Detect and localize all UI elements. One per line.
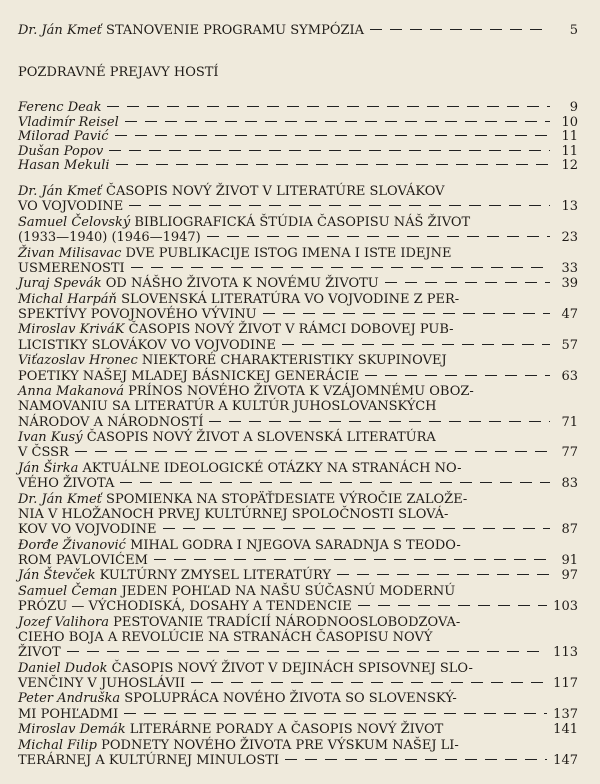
entry-author: Dr. Ján Kmeť <box>18 23 102 38</box>
leader-dashes <box>125 121 550 122</box>
entry-title: VO VOJVODINE <box>18 199 124 215</box>
leader-dashes <box>116 164 550 165</box>
entry-author: Dr. Ján Kmeť <box>18 491 102 507</box>
leader-dashes <box>465 744 550 745</box>
leader-dashes <box>451 190 550 191</box>
entry-author: Juraj Spevák <box>18 276 102 292</box>
entry-title: NÁRODOV A NÁRODNOSTÍ <box>18 414 204 430</box>
leader-dashes <box>460 328 550 329</box>
leader-dashes <box>154 559 550 560</box>
toc-entry <box>18 157 578 175</box>
entry-title: POZDRAVNÉ PREJAVY HOSTÍ <box>18 65 219 80</box>
entry-author: Ján Širka <box>18 460 79 476</box>
entry-page-number: 103 <box>553 599 578 615</box>
entry-title: KOV VO VOJVODINE <box>18 522 157 538</box>
entry-title: LITERÁRNE PORADY A ČASOPIS NOVÝ ŽIVOT <box>129 722 444 738</box>
leader-dashes <box>67 651 548 652</box>
entry-page-number: 97 <box>561 568 578 584</box>
entry-title: NAMOVANIU SA LITERATÚR A KULTÚR JUHOSLOVANSKÝCH <box>18 399 437 415</box>
leader-dashes <box>466 621 550 622</box>
leader-dashes <box>454 513 550 514</box>
entry-author: Samuel Čeman <box>18 583 118 599</box>
entry-page-number: 77 <box>561 445 578 461</box>
entry-title: (1933—1940) (1946—1947) <box>18 230 201 246</box>
leader-dashes <box>457 252 550 253</box>
entry-page-number: 9 <box>569 100 578 115</box>
entry-title: SPOMIENKA NA STOPÄŤDESIATE VÝROČIE ZALOŽE- <box>106 491 468 507</box>
entry-page-number: 33 <box>561 260 578 276</box>
entry-page-number: 10 <box>561 114 578 130</box>
leader-dashes <box>442 436 550 437</box>
entry-title: NIEKTORÉ CHARAKTERISTIKY SKUPINOVEJ <box>141 353 447 369</box>
entry-title: PRÍNOS NOVÉHO ŽIVOTA K VZÁJOMNÉMU OBOZ- <box>128 383 474 399</box>
entry-page-number: 23 <box>561 230 578 246</box>
entry-title: VENČINY V JUHOSLÁVII <box>18 676 186 692</box>
entry-page-number: 91 <box>561 553 578 569</box>
entry-author: Daniel Dudok <box>18 660 108 676</box>
entry-title: STANOVENIE PROGRAMU SYMPÓZIA <box>106 23 365 38</box>
entry-author: Michal Filip <box>18 737 97 753</box>
entry-page-number: 63 <box>561 368 578 384</box>
entry-title: SPOLUPRÁCA NOVÉHO ŽIVOTA SO SLOVENSKÝ- <box>124 691 457 707</box>
entry-author: Samuel Čelovský <box>18 214 131 230</box>
leader-dashes <box>191 682 547 683</box>
entry-author: Đorđe Živanović <box>18 537 126 553</box>
entry-title: BIBLIOGRAFICKÁ ŠTÚDIA ČASOPISU NÁŠ ŽIVOT <box>134 214 471 230</box>
leader-dashes <box>124 713 547 714</box>
entry-title: AKTUÁLNE IDEOLOGICKÉ OTÁZKY NA STRANÁCH NO- <box>82 460 462 476</box>
entry-title: KULTÚRNY ZMYSEL LITERATÚRY <box>99 568 331 584</box>
entry-title: OD NÁŠHO ŽIVOTA K NOVÉMU ŽIVOTU <box>105 276 379 292</box>
toc-entry <box>18 752 578 770</box>
entry-page-number: 57 <box>561 337 578 353</box>
entry-title: CIEHO BOJA A REVOLÚCIE NA STRANÁCH ČASOPISU NOVÝ <box>18 629 433 645</box>
leader-dashes <box>479 667 550 668</box>
leader-dashes <box>207 236 550 237</box>
entry-title: SLOVENSKÁ LITERATÚRA VO VOJVODINE Z PER- <box>121 291 460 307</box>
leader-dashes <box>107 106 550 107</box>
entry-title: LICISTIKY SLOVÁKOV VO VOJVODINE <box>18 337 277 353</box>
leader-dashes <box>370 29 550 30</box>
entry-title: ČASOPIS NOVÝ ŽIVOT A SLOVENSKÁ LITERATÚRA <box>86 430 436 446</box>
entry-author: Miroslav Demák <box>18 722 126 738</box>
entry-title: VÉHO ŽIVOTA <box>18 476 115 492</box>
leader-dashes <box>365 375 550 376</box>
entry-page-number: 87 <box>561 522 578 538</box>
entry-title: PESTOVANIE TRADÍCIÍ NÁRODNOOSLOBODZOVA- <box>113 614 461 630</box>
entry-page-number: 83 <box>561 476 578 492</box>
entry-author: Ivan Kusý <box>18 430 83 446</box>
entry-title: USMERENOSTI <box>18 260 125 276</box>
leader-dashes <box>109 150 550 151</box>
entry-title: TERÁRNEJ A KULTÚRNEJ MINULOSTI <box>18 753 280 768</box>
leader-dashes <box>358 605 547 606</box>
entry-title: POETIKY NAŠEJ MLADEJ BÁSNICKEJ GENERÁCIE <box>18 368 360 384</box>
leader-dashes <box>129 205 550 206</box>
leader-dashes <box>480 390 550 391</box>
entry-title: MIHAL GODRA I NJEGOVA SARADNJA S TEODO- <box>130 537 461 553</box>
toc-entry <box>18 64 578 82</box>
leader-dashes <box>468 467 550 468</box>
entry-title: ŽIVOT <box>18 645 61 661</box>
entry-author: Viťazoslav Hronec <box>18 353 138 369</box>
entry-page-number: 11 <box>561 129 578 144</box>
entry-title: MI POHĽADMI <box>18 706 119 722</box>
leader-dashes <box>282 344 550 345</box>
leader-dashes <box>463 697 550 698</box>
entry-page-number: 39 <box>561 276 578 292</box>
entry-page-number: 141 <box>553 722 578 738</box>
entry-page-number: 12 <box>561 158 578 173</box>
entry-author: Ferenc Deak <box>18 100 102 115</box>
entry-author: Dušan Popov <box>18 143 104 159</box>
entry-title: ČASOPIS NOVÝ ŽIVOT V DEJINÁCH SPISOVNEJ SLO- <box>111 660 473 676</box>
leader-dashes <box>438 636 550 637</box>
entry-page-number: 5 <box>569 23 578 38</box>
leader-dashes <box>163 528 550 529</box>
leader-dashes <box>225 71 550 72</box>
entry-page-number: 13 <box>561 199 578 215</box>
entry-author: Peter Andruška <box>18 691 121 707</box>
entry-title: ČASOPIS NOVÝ ŽIVOT V RÁMCI DOBOVEJ PUB- <box>128 322 454 338</box>
entry-title: DVE PUBLIKACIJE ISTOG IMENA I ISTE IDEJNE <box>125 245 452 261</box>
leader-dashes <box>449 728 547 729</box>
entry-title: PODNETY NOVÉHO ŽIVOTA PRE VÝSKUM NAŠEJ LI- <box>101 737 459 753</box>
entry-page-number: 117 <box>553 676 578 692</box>
entry-author: Michal Harpáň <box>18 291 117 307</box>
leader-dashes <box>473 498 550 499</box>
entry-page-number: 71 <box>561 414 578 430</box>
entry-page-number: 47 <box>561 307 578 323</box>
leader-dashes <box>209 421 550 422</box>
entry-title: V ČSSR <box>18 445 69 461</box>
leader-dashes <box>131 267 550 268</box>
leader-dashes <box>337 574 550 575</box>
entry-title: NIA V HLOŽANOCH PRVEJ KULTÚRNEJ SPOLOČNOSTI SLOVÁ- <box>18 506 449 522</box>
leader-dashes <box>115 135 550 136</box>
entry-author: Ján Števček <box>18 568 96 584</box>
leader-dashes <box>465 298 550 299</box>
entry-author: Jozef Valihora <box>18 614 109 630</box>
entry-author: Hasan Mekuli <box>18 158 110 173</box>
entry-author: Vladimír Reisel <box>18 114 119 130</box>
entry-title: SPEKTÍVY POVOJNOVÉHO VÝVINU <box>18 307 257 323</box>
entry-title: PRÓZU — VÝCHODISKÁ, DOSAHY A TENDENCIE <box>18 599 352 615</box>
leader-dashes <box>285 759 547 760</box>
entry-page-number: 113 <box>553 645 578 661</box>
leader-dashes <box>263 313 550 314</box>
entry-page-number: 147 <box>553 753 578 768</box>
entry-author: Dr. Ján Kmeť <box>18 184 102 199</box>
leader-dashes <box>461 590 550 591</box>
entry-page-number: 11 <box>561 143 578 159</box>
leader-dashes <box>385 282 550 283</box>
entry-title: ROM PAVLOVIĆEM <box>18 553 148 569</box>
leader-dashes <box>75 451 550 452</box>
entry-author: Anna Makanová <box>18 383 124 399</box>
entry-author: Miroslav KriváK <box>18 322 125 338</box>
entry-title: JEDEN POHĽAD NA NAŠU SÚČASNÚ MODERNÚ <box>121 583 456 599</box>
leader-dashes <box>443 405 550 406</box>
entry-author: Živan Milisavac <box>18 245 122 261</box>
leader-dashes <box>120 482 550 483</box>
entry-title: ČASOPIS NOVÝ ŽIVOT V LITERATÚRE SLOVÁKOV <box>106 184 445 199</box>
leader-dashes <box>453 359 550 360</box>
leader-dashes <box>476 221 550 222</box>
leader-dashes <box>467 544 550 545</box>
entry-page-number: 137 <box>553 706 578 722</box>
toc-entry <box>18 22 578 40</box>
entry-author: Milorad Pavić <box>18 129 109 144</box>
